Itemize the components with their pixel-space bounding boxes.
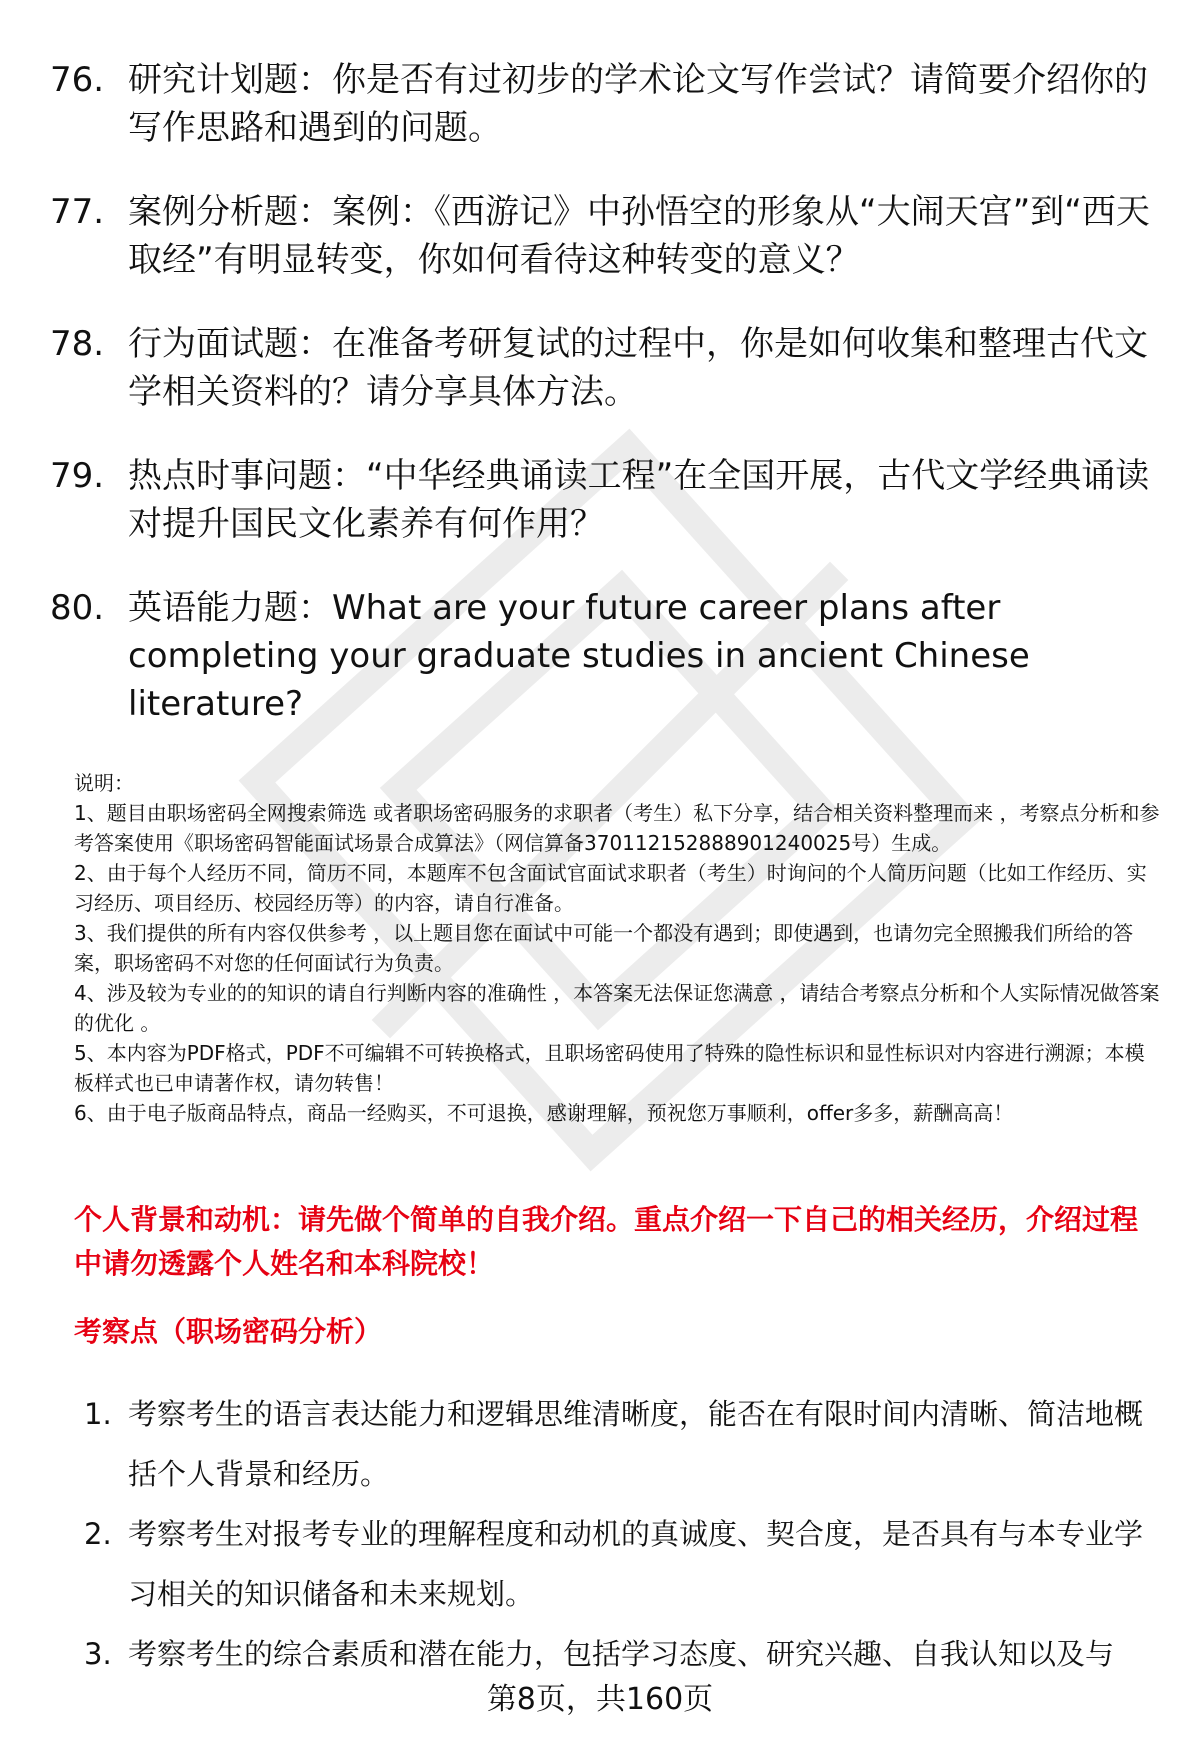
page-footer: 第8页，共160页	[486, 1682, 714, 1717]
section-subheading: 考察点（职场密码分析）	[74, 1315, 383, 1348]
question-item	[50, 452, 1160, 548]
analysis-point	[84, 1504, 1164, 1624]
notes-title: 说明：	[74, 771, 134, 795]
point-number: 2.	[84, 1517, 112, 1551]
analysis-points	[84, 1384, 1164, 1684]
question-item	[50, 584, 1160, 728]
note-item: 5、本内容为PDF格式，PDF不可编辑不可转换格式，且职场密码使用了特殊的隐性标识和显性标识对内容进行溯源；本模板样式也已申请著作权，请勿转售！	[74, 1041, 1145, 1095]
note-item: 3、我们提供的所有内容仅供参考 ，以上题目您在面试中可能一个都没有遇到；即使遇到，也请勿完全照搬我们所给的答案，职场密码不对您的任何面试行为负责。	[74, 921, 1134, 975]
question-number: 79.	[50, 456, 105, 496]
question-item	[50, 188, 1160, 284]
point-text: 考察考生对报考专业的理解程度和动机的真诚度、契合度，是否具有与本专业学习相关的知识储备和未来规划。	[128, 1517, 1144, 1611]
disclaimer-notes	[74, 768, 1164, 1128]
point-text: 考察考生的语言表达能力和逻辑思维清晰度，能否在有限时间内清晰、简洁地概括个人背景和经历。	[128, 1397, 1144, 1491]
note-item: 2、由于每个人经历不同，简历不同，本题库不包含面试官面试求职者（考生）时询问的个人简历问题（比如工作经历、实习经历、项目经历、校园经历等）的内容，请自行准备。	[74, 861, 1147, 915]
question-number: 80.	[50, 588, 105, 628]
question-text: 热点时事问题：“中华经典诵读工程”在全国开展，古代文学经典诵读对提升国民文化素养有何作用？	[128, 456, 1150, 544]
question-list	[50, 56, 1160, 764]
note-item: 6、由于电子版商品特点，商品一经购买，不可退换，感谢理解，预祝您万事顺利，offer多多，薪酬高高！	[74, 1101, 1014, 1125]
question-number: 78.	[50, 324, 105, 364]
question-item	[50, 56, 1160, 152]
analysis-point	[84, 1384, 1164, 1504]
point-number: 1.	[84, 1397, 112, 1431]
point-number: 3.	[84, 1637, 112, 1671]
question-item	[50, 320, 1160, 416]
analysis-point	[84, 1624, 1164, 1684]
question-text: 研究计划题：你是否有过初步的学术论文写作尝试？请简要介绍你的写作思路和遇到的问题。	[128, 60, 1148, 148]
point-text: 考察考生的综合素质和潜在能力，包括学习态度、研究兴趣、自我认知以及与	[128, 1637, 1115, 1671]
question-number: 77.	[50, 192, 105, 232]
question-text: 案例分析题：案例：《西游记》中孙悟空的形象从“大闹天宫”到“西天取经”有明显转变，你如何看待这种转变的意义？	[128, 192, 1150, 280]
question-text: 英语能力题：What are your future career plans after completing your graduate studies in ancient Chinese literature?	[128, 588, 1030, 724]
note-item: 4、涉及较为专业的的知识的请自行判断内容的准确性 ，本答案无法保证您满意 ，请结合考察点分析和个人实际情况做答案的优化 。	[74, 981, 1160, 1035]
note-item: 1、题目由职场密码全网搜索筛选 或者职场密码服务的求职者（考生）私下分享，结合相关资料整理而来 ，考察点分析和参考答案使用《职场密码智能面试场景合成算法》（网信算备370112152888901240025号）生成。	[74, 801, 1160, 855]
question-text: 行为面试题：在准备考研复试的过程中，你是如何收集和整理古代文学相关资料的？请分享具体方法。	[128, 324, 1148, 412]
question-number: 76.	[50, 60, 105, 100]
section-heading: 个人背景和动机：请先做个简单的自我介绍。重点介绍一下自己的相关经历，介绍过程中请勿透露个人姓名和本科院校！	[74, 1203, 1139, 1280]
